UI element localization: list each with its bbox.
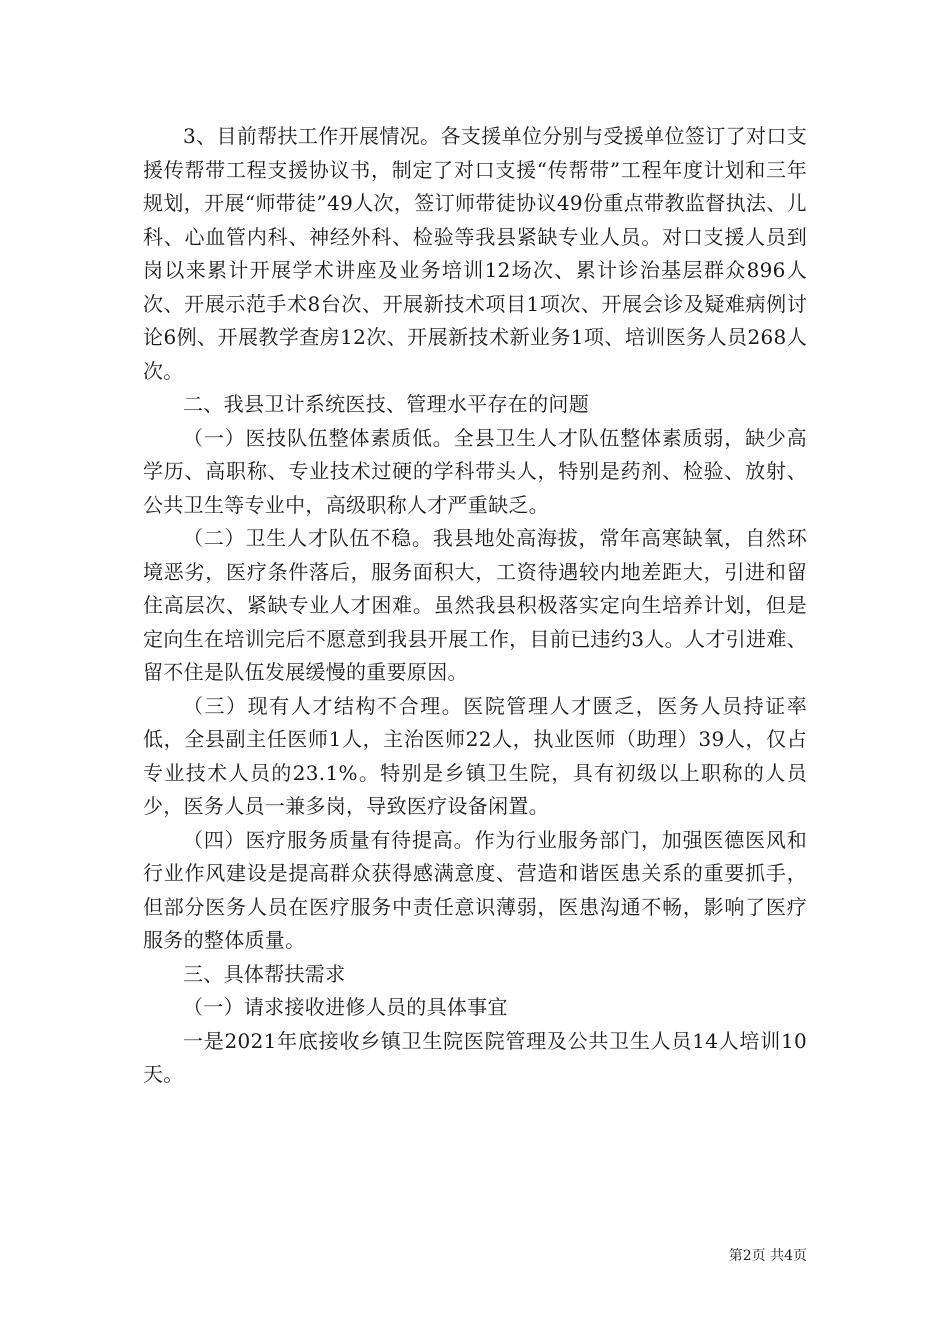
footer-middle: 页 共 — [751, 1248, 785, 1264]
paragraph-issue-one: （一）医技队伍整体素质低。全县卫生人才队伍整体素质弱，缺少高学历、高职称、专业技术过硬的学科带头人，特别是药剂、检验、放射、公共卫生等专业中，高级职称人才严重缺乏。 — [143, 425, 807, 517]
footer-total-pages: 4 — [784, 1248, 793, 1264]
footer-suffix: 页 — [793, 1248, 807, 1264]
page-footer — [600, 1247, 807, 1265]
footer-page-number: 2 — [742, 1248, 752, 1264]
heading-section-three: 三、具体帮扶需求 — [183, 961, 346, 986]
paragraph-support-status: 3、目前帮扶工作开展情况。各支援单位分别与受援单位签订了对口支援传帮带工程支援协议书，制定了对口支援“传帮带”工程年度计划和三年规划，开展“师带徒”49人次，签订师带徒协议49份重点带教监督执法、儿科、心血管内科、神经外科、检验等我县紧缺专业人员。对口支援人员到岗以来累计开展学术讲座及业务培训12场次、累计诊治基层群众896人次、开展示范手术8台次、开展新技术项目1项次、开展会诊及疑难病例讨论6例、开展教学查房12次、开展新技术新业务1项、培训医务人员268人次。 — [143, 124, 807, 383]
paragraph-issue-two: （二）卫生人才队伍不稳。我县地处高海拔，常年高寒缺氧，自然环境恶劣，医疗条件落后，服务面积大，工资待遇较内地差距大，引进和留住高层次、紧缺专业人才困难。虽然我县积极落实定向生培养计划，但是定向生在培训完后不愿意到我县开展工作，目前已违约3人。人才引进难、留不住是队伍发展缓慢的重要原因。 — [143, 526, 807, 684]
document-body — [143, 120, 807, 1092]
paragraph-issue-four: （四）医疗服务质量有待提高。作为行业服务部门，加强医德医风和行业作风建设是提高群众获得感满意度、营造和谐医患关系的重要抓手，但部分医务人员在医疗服务中责任意识薄弱，医患沟通不畅，影响了医疗服务的整体质量。 — [143, 827, 807, 952]
paragraph-issue-three: （三）现有人才结构不合理。医院管理人才匮乏，医务人员持证率低，全县副主任医师1人，主治医师22人，执业医师（助理）39人，仅占专业技术人员的23.1%。特别是乡镇卫生院，具有初级以上职称的人员少，医务人员一兼多岗，导致医疗设备闲置。 — [143, 693, 807, 818]
footer-prefix: 第 — [728, 1248, 743, 1264]
subheading-training-request: （一）请求接收进修人员的具体事宜 — [183, 995, 508, 1019]
heading-section-two: 二、我县卫计系统医技、管理水平存在的问题 — [183, 392, 589, 416]
paragraph-training-plan: 一是2021年底接收乡镇卫生院医院管理及公共卫生人员14人培训10天。 — [143, 1028, 807, 1086]
